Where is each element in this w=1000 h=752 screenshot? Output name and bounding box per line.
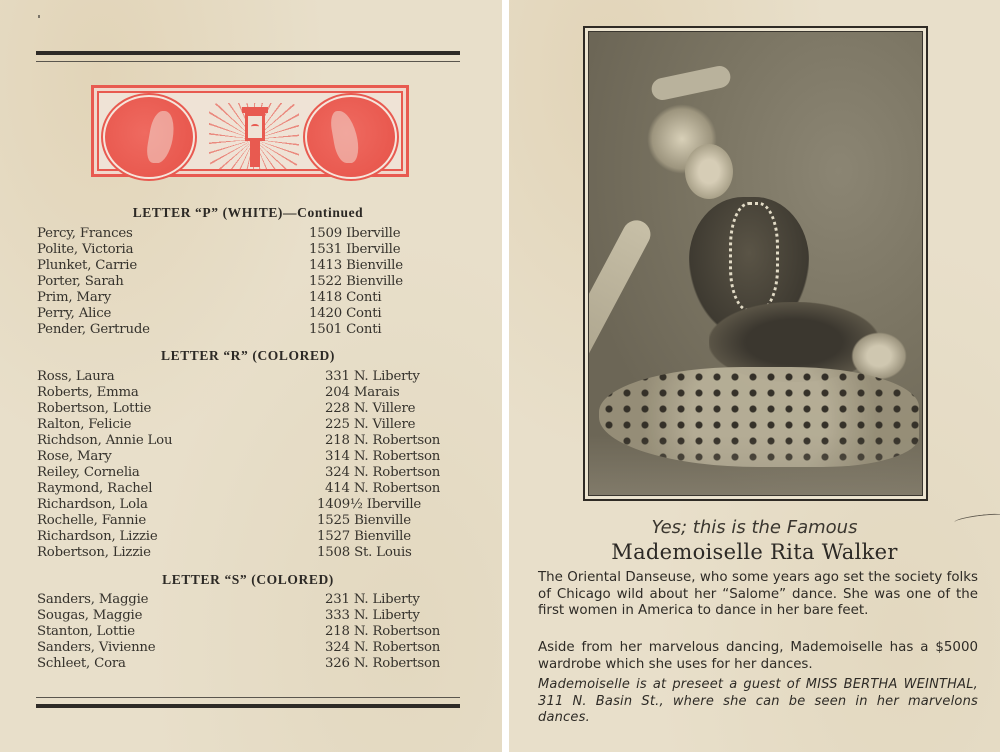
- directory-entry: Stanton, Lottie 218 N. Robertson: [37, 624, 441, 639]
- section-title-p: LETTER “P” (WHITE)—Continued: [132, 205, 364, 220]
- directory-entry: Ralton, Felicie 225 N. Villere: [37, 417, 416, 432]
- right-page: [509, 0, 1000, 752]
- photo-bead-necklace: [729, 202, 779, 312]
- ad-subtitle: Yes; this is the Famous: [651, 517, 858, 538]
- directory-entry: Richardson, Lizzie 1527 Bienville: [37, 529, 411, 544]
- directory-entry: Richardson, Lola 1409½ Iberville: [37, 497, 422, 512]
- ad-italic-note: Mademoiselle is at preseet a guest of MISS BERTHA WEINTHAL, 311 N. Basin St., where she can be seen in her marvelons dances.: [538, 677, 978, 725]
- photo-frame: [583, 26, 928, 501]
- bottom-thick-rule: [36, 704, 460, 708]
- red-header-ornament: [91, 85, 409, 177]
- directory-entry: Percy, Frances 1509 Iberville: [37, 226, 401, 241]
- ad-title: Mademoiselle Rita Walker: [611, 540, 898, 564]
- directory-entry: Pender, Gertrude 1501 Conti: [37, 322, 382, 337]
- section-r-entries: [37, 369, 459, 561]
- directory-entry: Richdson, Annie Lou 218 N. Robertson: [37, 433, 441, 448]
- directory-entry: Sougas, Maggie 333 N. Liberty: [37, 608, 420, 623]
- section-title-s: LETTER “S” (COLORED): [162, 572, 334, 587]
- dancer-photograph: [588, 31, 923, 496]
- top-thick-rule: [36, 51, 460, 55]
- directory-entry: Polite, Victoria 1531 Iberville: [37, 242, 401, 257]
- ornament-frame: [97, 91, 403, 171]
- directory-entry: Roberts, Emma 204 Marais: [37, 385, 400, 400]
- directory-entry: Plunket, Carrie 1413 Bienville: [37, 258, 403, 273]
- directory-entry: Ross, Laura 331 N. Liberty: [37, 369, 420, 384]
- photo-floor: [589, 435, 922, 495]
- directory-entry: Raymond, Rachel 414 N. Robertson: [37, 481, 441, 496]
- paper-speck: [38, 15, 40, 18]
- right-profile-medallion-icon: [305, 95, 397, 179]
- ad-paragraph-1: The Oriental Danseuse, who some years ago set the society folks of Chicago wild about her “Salome” dance. She was one of the first women in America to dance in her bare feet.: [538, 570, 978, 618]
- directory-entry: Rose, Mary 314 N. Robertson: [37, 449, 441, 464]
- photo-raised-arm: [650, 64, 733, 102]
- directory-entry: Rochelle, Fannie 1525 Bienville: [37, 513, 411, 528]
- directory-entry: Prim, Mary 1418 Conti: [37, 290, 382, 305]
- section-s-entries: [37, 592, 459, 672]
- photo-face: [685, 144, 733, 199]
- directory-entry: Sanders, Maggie 231 N. Liberty: [37, 592, 420, 607]
- directory-entry: Robertson, Lottie 228 N. Villere: [37, 401, 416, 416]
- directory-entry: Schleet, Cora 326 N. Robertson: [37, 656, 441, 671]
- ad-paragraph-2: Aside from her marvelous dancing, Mademoiselle has a $5000 wardrobe which she uses for her dances.: [538, 640, 978, 672]
- top-thin-rule: [36, 61, 460, 62]
- lamp-post-icon: [250, 141, 260, 167]
- directory-entry: Perry, Alice 1420 Conti: [37, 306, 382, 321]
- bottom-thin-rule: [36, 697, 460, 698]
- left-profile-medallion-icon: [103, 95, 195, 179]
- photo-supporting-arm: [588, 215, 655, 405]
- directory-entry: Reiley, Cornelia 324 N. Robertson: [37, 465, 441, 480]
- section-p-entries: [37, 226, 459, 338]
- section-title-r: LETTER “R” (COLORED): [160, 348, 336, 363]
- directory-entry: Robertson, Lizzie 1508 St. Louis: [37, 545, 412, 560]
- lamp-flame-icon: [251, 124, 259, 129]
- directory-entry: Sanders, Vivienne 324 N. Robertson: [37, 640, 441, 655]
- directory-entry: Porter, Sarah 1522 Bienville: [37, 274, 403, 289]
